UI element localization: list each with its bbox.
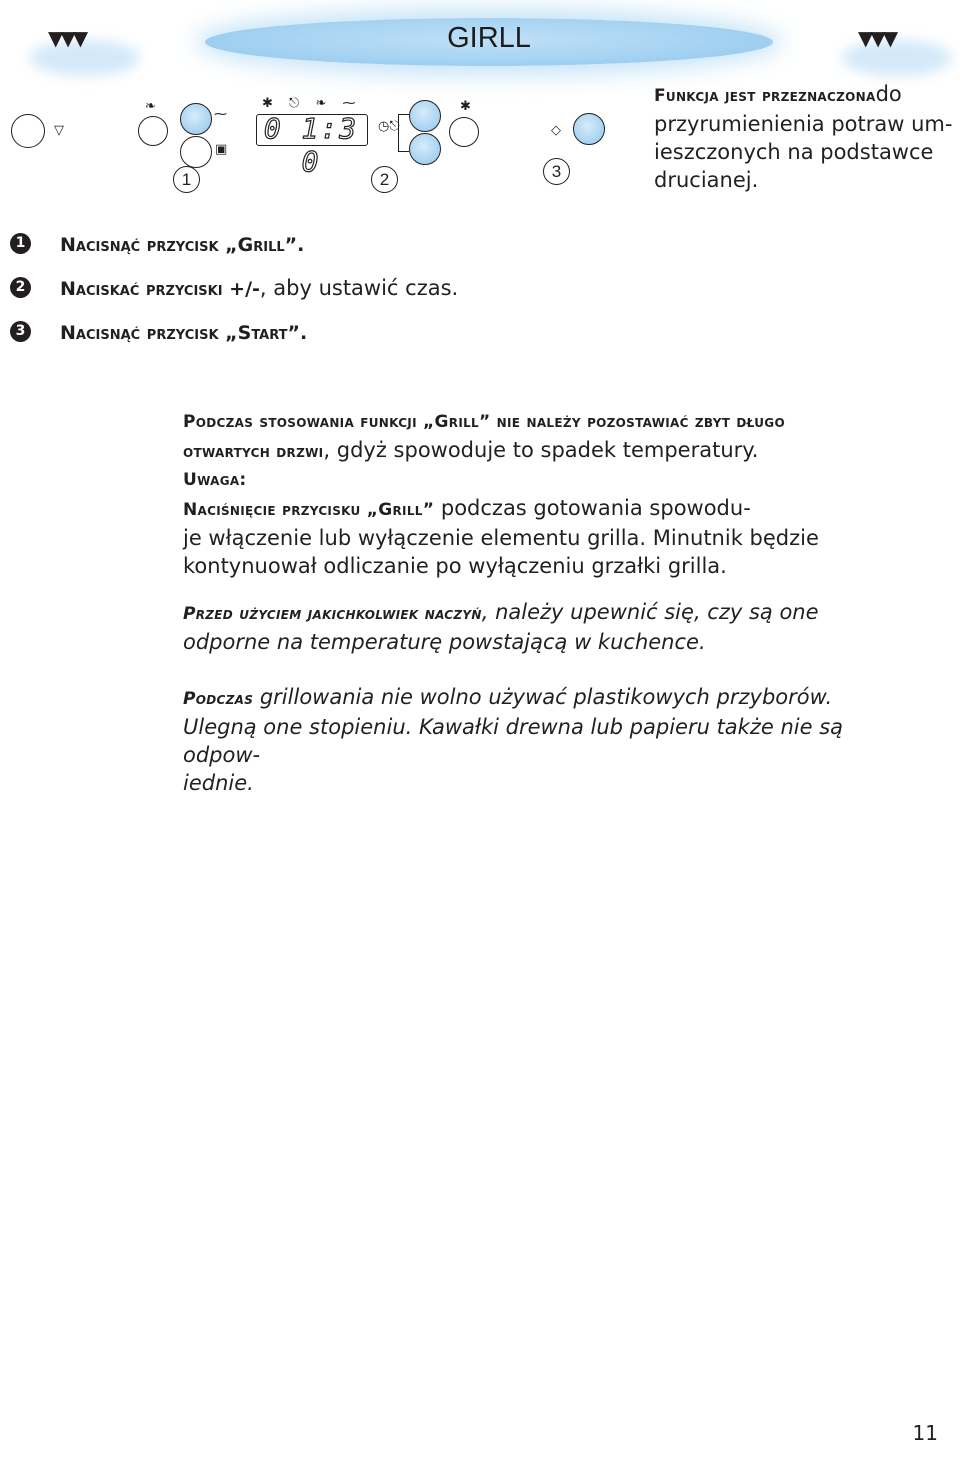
page-title: GIRLL xyxy=(447,22,531,54)
power-button[interactable] xyxy=(11,114,45,148)
step-badge-1: 1 xyxy=(10,233,31,254)
note-door-label-1: Podczas stosowania funkcji „Grill” nie należy pozostawiać zbyt długo xyxy=(183,412,785,432)
step-2-label: Naciskać przyciski +/- xyxy=(60,278,260,300)
intro-line4: drucianej. xyxy=(654,168,759,192)
step-badge-3: 3 xyxy=(10,321,31,342)
step-3 xyxy=(60,318,307,347)
note-door-label-2: otwartych drzwi xyxy=(183,442,324,462)
intro-line2: przyrumienienia potraw um- xyxy=(654,112,953,136)
step-2-rest: , aby ustawić czas. xyxy=(259,276,459,300)
start-button[interactable] xyxy=(573,113,605,145)
power-icon: ▽ xyxy=(54,123,64,138)
clock-icon: ◷⎋ xyxy=(378,119,400,134)
step-badge-2: 2 xyxy=(10,277,31,298)
note-warning xyxy=(183,464,923,580)
step-marker-1: 1 xyxy=(173,166,200,193)
warning-label: Naciśnięcie przycisku „Grill” xyxy=(183,500,435,520)
note-dishes xyxy=(183,598,923,656)
grill-combi-button[interactable] xyxy=(180,136,212,168)
intro-line1-end: do xyxy=(875,82,902,106)
left-marker: ▼▼▼ xyxy=(48,26,86,50)
warning-line2: je włączenie lub wyłączenie elementu grilla. Minutnik będzie xyxy=(183,526,819,550)
defrost-icon: ❧ xyxy=(145,99,156,114)
note-door-rest: , gdyż spowoduje to spadek temperatury. xyxy=(323,438,759,462)
start-icon: ◇ xyxy=(551,123,561,138)
plastic-label: Podczas xyxy=(183,689,254,709)
step-3-label: Nacisnąć przycisk „Start”. xyxy=(60,322,308,344)
intro-label: Funkcja jest przeznaczona xyxy=(654,86,876,106)
plastic-line3: iednie. xyxy=(183,771,254,795)
step-1-label: Nacisnąć przycisk „Grill”. xyxy=(60,234,305,256)
lcd-time: 0 1:3 0 xyxy=(263,112,359,178)
grill-button[interactable] xyxy=(180,103,212,135)
grill-combi-icon: ▣ xyxy=(215,142,228,157)
intro-line3: ieszczonych na podstawce xyxy=(654,140,934,164)
page-number: 11 xyxy=(912,1421,938,1445)
plus-button[interactable] xyxy=(409,100,441,132)
right-marker: ▼▼▼ xyxy=(858,26,896,50)
dishes-label: Przed użyciem jakichkolwiek naczyń xyxy=(183,604,482,624)
plastic-line2: Ulegną one stopieniu. Kawałki drewna lub papieru także nie są odpow- xyxy=(183,715,844,767)
star-icon: ✱ xyxy=(460,99,471,114)
minus-button[interactable] xyxy=(409,133,441,165)
intro-text xyxy=(654,80,954,194)
note-plastic xyxy=(183,683,923,797)
step-2 xyxy=(60,274,458,303)
step-marker-3: 3 xyxy=(543,158,570,185)
plastic-line1: grillowania nie wolno używać plastikowych przyborów. xyxy=(253,685,833,709)
dishes-line1: , należy upewnić się, czy są one xyxy=(481,600,819,624)
step-marker-2: 2 xyxy=(371,166,398,193)
bracket-line xyxy=(398,114,409,152)
display-symbols: ✱ ⎋ ❧ ⁓ xyxy=(262,96,362,111)
grill-icon: ⁓ xyxy=(214,107,227,122)
warning-line3: kontynuował odliczanie po wyłączeniu grzałki grilla. xyxy=(183,554,727,578)
note-door xyxy=(183,406,923,466)
defrost-button[interactable] xyxy=(138,116,168,146)
step-1 xyxy=(60,230,304,259)
warning-line1: podczas gotowania spowodu- xyxy=(434,496,751,520)
jet-start-button[interactable] xyxy=(449,117,479,147)
warning-heading: Uwaga: xyxy=(183,470,247,490)
dishes-line2: odporne na temperaturę powstającą w kuchence. xyxy=(183,630,706,654)
